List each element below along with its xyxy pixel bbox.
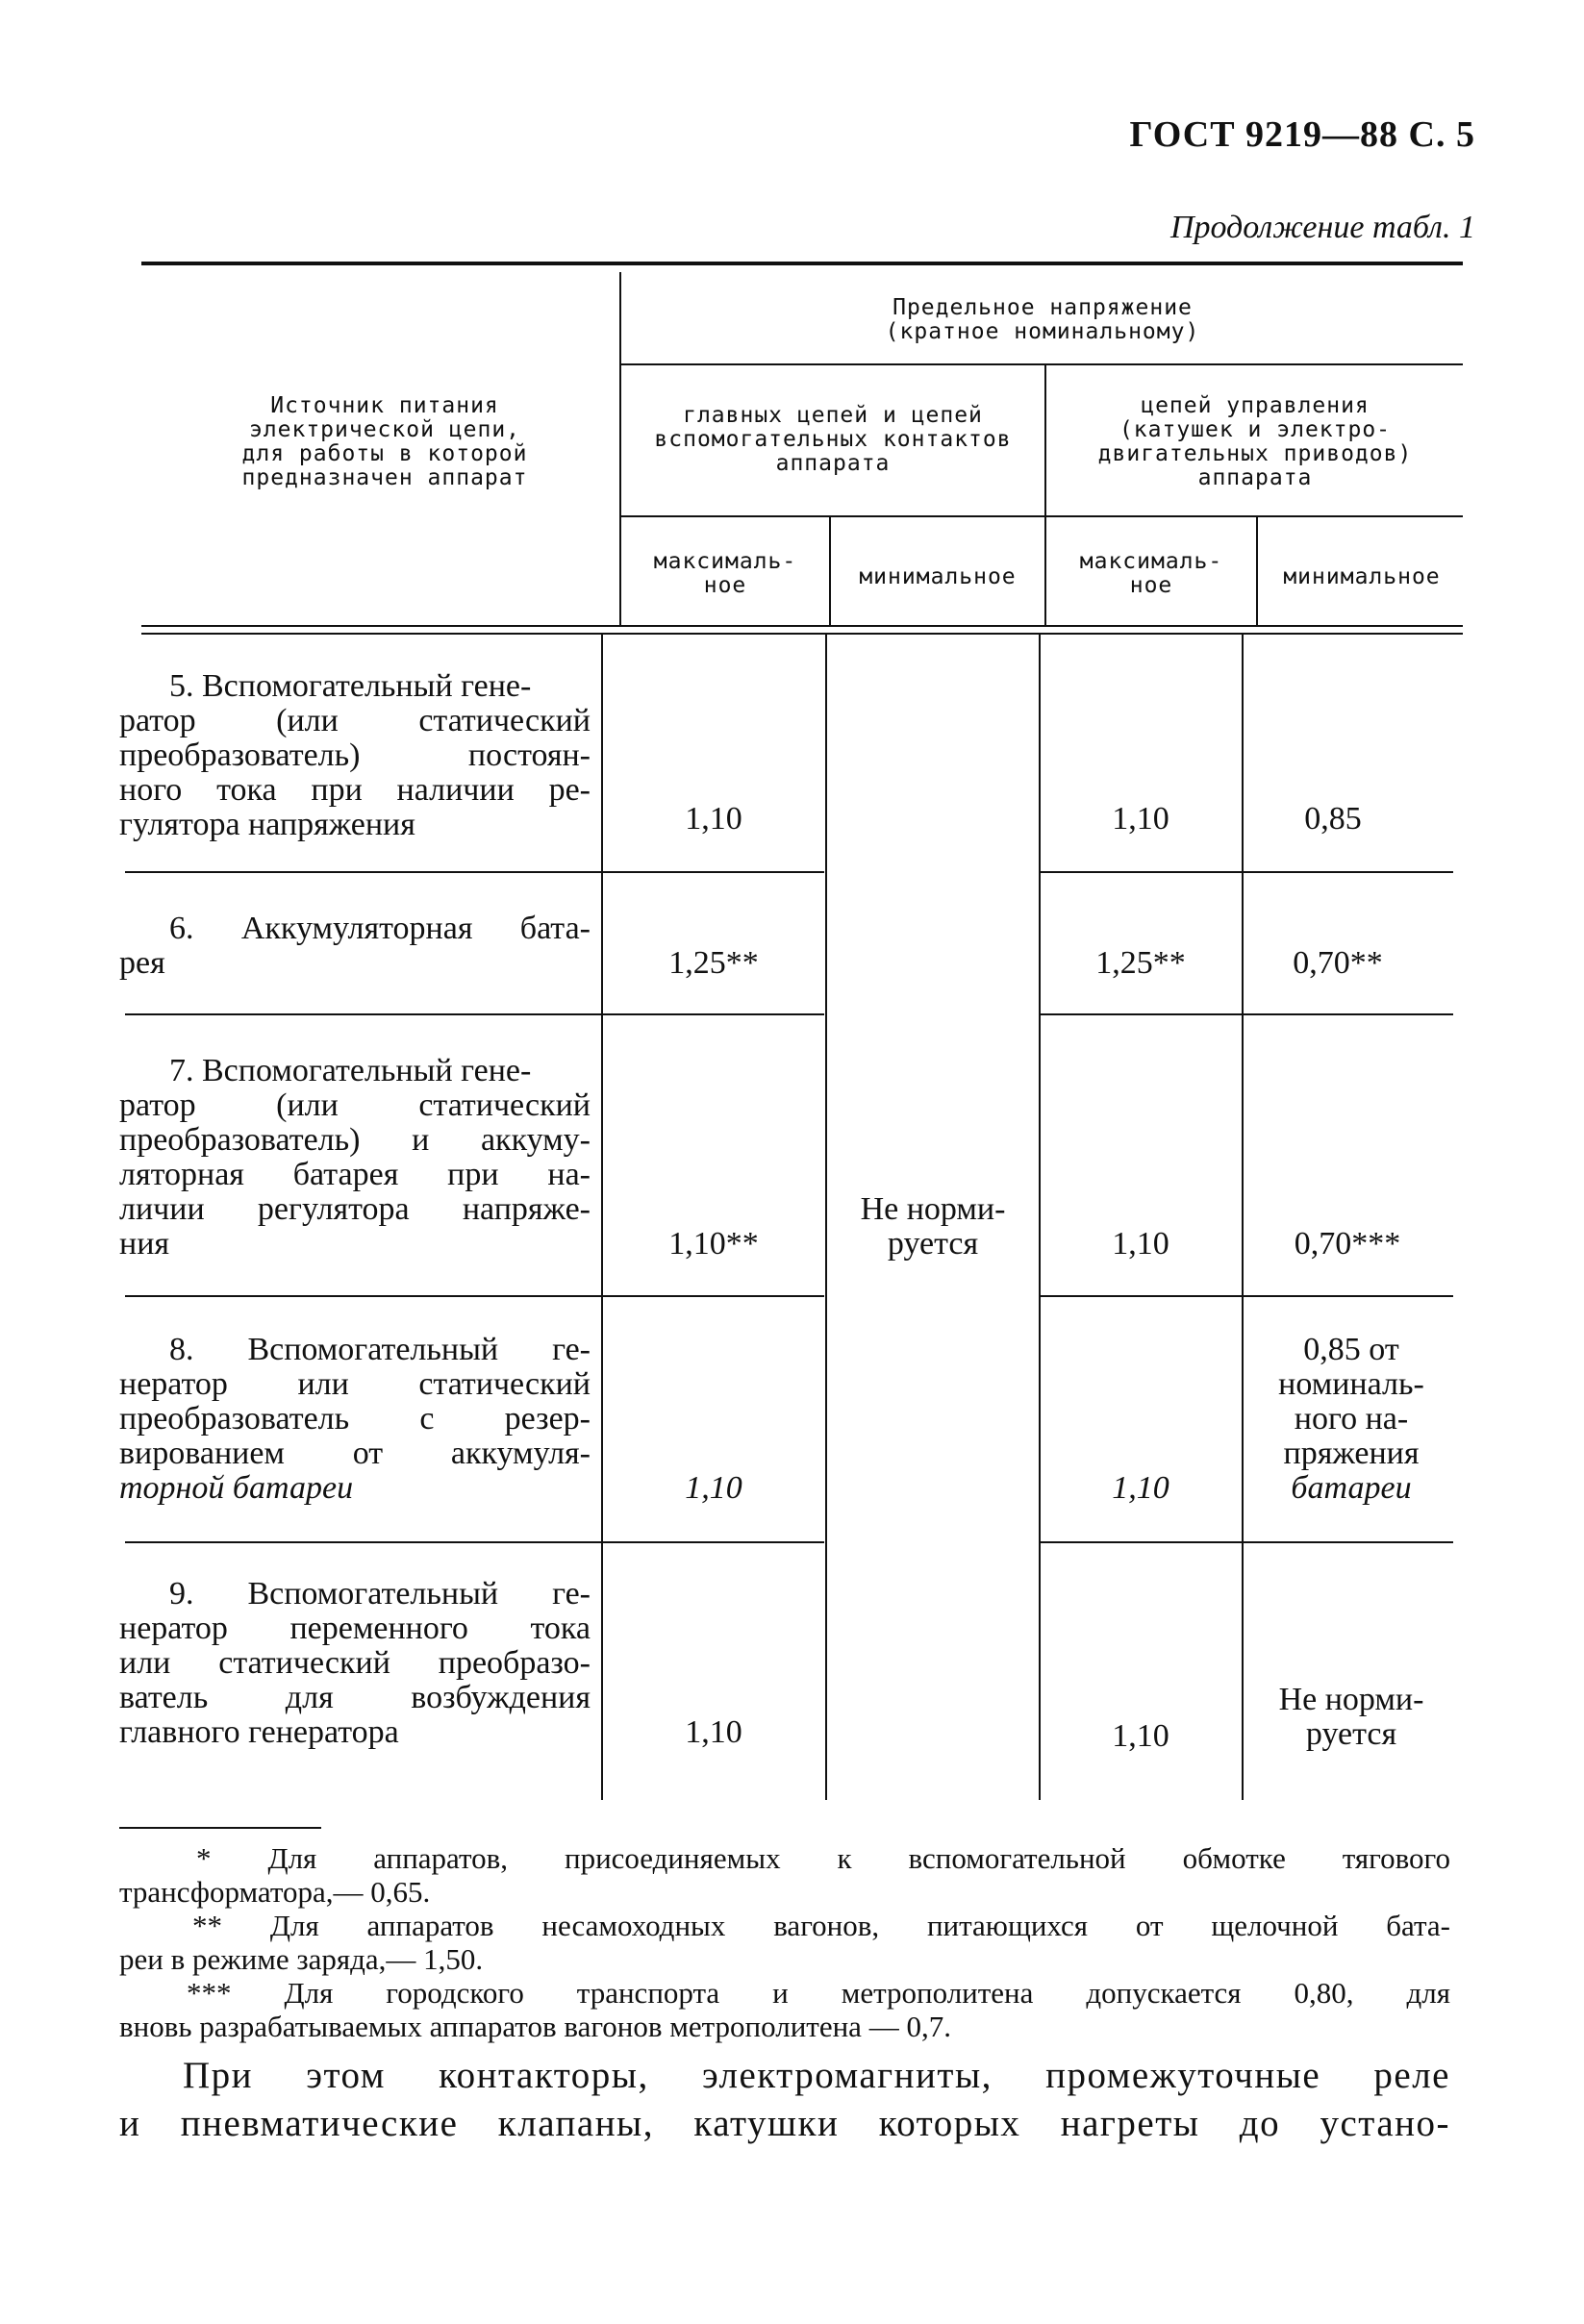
row-8-ctrl-min-line-1: 0,85 от bbox=[1303, 1332, 1399, 1367]
header-rule-subgroups bbox=[621, 515, 1463, 517]
row-9-line-5: главного генератора bbox=[119, 1714, 399, 1750]
header-voltage-group: Предельное напряжение (кратное номинальному) bbox=[885, 295, 1200, 344]
row-8-line-2: нератор или статический bbox=[119, 1366, 591, 1402]
row-5-line-4: ного тока при наличии ре- bbox=[119, 772, 591, 808]
header-main-min: минимальное bbox=[859, 564, 1017, 589]
footnote-1-line-2: трансформатора,— 0,65. bbox=[119, 1875, 431, 1909]
row-5-main-max: 1,10 bbox=[685, 801, 742, 837]
row-9-line-1: 9. Вспомогательный ге- bbox=[169, 1576, 591, 1612]
vline-source bbox=[619, 272, 621, 626]
merged-main-min-cell bbox=[827, 1192, 1039, 1262]
row-8-line-5: торной батареи bbox=[119, 1470, 354, 1506]
header-control-circuits: цепей управления (катушек и электро- двигательных приводов) аппарата bbox=[1097, 393, 1413, 490]
vline-main-min bbox=[829, 517, 831, 626]
vline-body-1 bbox=[601, 635, 603, 1800]
row-8-ctrl-max: 1,10 bbox=[1112, 1470, 1169, 1506]
footnote-3-line-2: вновь разрабатываемых аппаратов вагонов метрополитена — 0,7. bbox=[119, 2010, 951, 2043]
body-paragraph bbox=[119, 2052, 1450, 2148]
footnote-1 bbox=[119, 1841, 1450, 1909]
row-9-ctrl-max: 1,10 bbox=[1112, 1718, 1169, 1754]
footnote-2-line-1: ** Для аппаратов несамоходных вагонов, питающихся от щелочной бата- bbox=[192, 1909, 1450, 1942]
row-8-source bbox=[119, 1333, 591, 1506]
row-9-main-max: 1,10 bbox=[685, 1714, 742, 1750]
row-separator-1b bbox=[1040, 871, 1453, 873]
vline-group-split bbox=[1044, 365, 1046, 626]
row-7-line-5: личии регулятора напряже- bbox=[119, 1191, 591, 1227]
row-7-line-1: 7. Вспомогательный гене- bbox=[169, 1053, 532, 1088]
header-main-max: максималь- ное bbox=[653, 549, 797, 598]
vline-ctrl-min bbox=[1256, 517, 1258, 626]
footnote-1-line-1: * Для аппаратов, присоединяемых к вспомогательной обмотке тягового bbox=[196, 1841, 1450, 1875]
row-8-main-max: 1,10 bbox=[685, 1470, 742, 1506]
row-9-source bbox=[119, 1577, 591, 1750]
row-separator-4b bbox=[1040, 1541, 1453, 1543]
row-6-main-max: 1,25** bbox=[668, 945, 759, 981]
row-8-ctrl-min-line-4: пряжения bbox=[1283, 1436, 1420, 1471]
body-line-2: и пневматические клапаны, катушки которых нагреты до устано- bbox=[119, 2103, 1450, 2144]
row-7-ctrl-max: 1,10 bbox=[1112, 1226, 1169, 1262]
row-7-line-4: ляторная батарея при на- bbox=[119, 1157, 591, 1192]
row-separator-1 bbox=[125, 871, 824, 873]
row-7-source bbox=[119, 1054, 591, 1262]
footnote-2-line-2: реи в режиме заряда,— 1,50. bbox=[119, 1942, 484, 1976]
row-separator-2 bbox=[125, 1013, 824, 1015]
row-8-ctrl-min-line-3: ного на- bbox=[1294, 1401, 1409, 1437]
row-5-ctrl-max: 1,10 bbox=[1112, 801, 1169, 837]
merged-main-min-line-2: руется bbox=[887, 1226, 979, 1262]
row-8-ctrl-min bbox=[1248, 1333, 1454, 1506]
footnote-2 bbox=[119, 1909, 1450, 1976]
row-6-source bbox=[119, 912, 591, 981]
header-source-column: Источник питания электрической цепи, для работы в которой предназначен аппарат bbox=[241, 393, 528, 490]
row-7-ctrl-min: 0,70*** bbox=[1294, 1226, 1401, 1262]
row-9-ctrl-min-line-2: руется bbox=[1305, 1716, 1397, 1752]
row-9-line-3: или статический преобразо- bbox=[119, 1645, 591, 1681]
header-ctrl-min: минимальное bbox=[1283, 564, 1441, 589]
header-ctrl-max: максималь- ное bbox=[1079, 549, 1223, 598]
row-separator-2b bbox=[1040, 1013, 1453, 1015]
row-9-line-2: нератор переменного тока bbox=[119, 1611, 591, 1646]
row-5-line-2: ратор (или статический bbox=[119, 703, 591, 738]
row-6-line-1: 6. Аккумуляторная бата- bbox=[169, 911, 591, 946]
footnotes bbox=[119, 1841, 1450, 2043]
row-9-ctrl-min-line-1: Не норми- bbox=[1278, 1682, 1424, 1717]
footnote-3-line-1: *** Для городского транспорта и метрополитена допускается 0,80, для bbox=[187, 1976, 1450, 2010]
row-8-line-4: вированием от аккумуля- bbox=[119, 1436, 591, 1471]
row-5-ctrl-min: 0,85 bbox=[1304, 801, 1362, 837]
page-header: ГОСТ 9219—88 С. 5 bbox=[1129, 114, 1475, 155]
row-7-line-2: ратор (или статический bbox=[119, 1087, 591, 1123]
table-continuation-label: Продолжение табл. 1 bbox=[1169, 210, 1475, 245]
table-top-rule bbox=[141, 262, 1463, 265]
row-5-line-5: гулятора напряжения bbox=[119, 807, 415, 842]
vline-body-4 bbox=[1242, 635, 1244, 1800]
row-7-main-max: 1,10** bbox=[668, 1226, 759, 1262]
row-6-ctrl-max: 1,25** bbox=[1095, 945, 1186, 981]
row-8-line-1: 8. Вспомогательный ге- bbox=[169, 1332, 591, 1367]
row-8-ctrl-min-line-5: батареи bbox=[1291, 1470, 1412, 1506]
header-bottom-rule-2 bbox=[141, 633, 1463, 635]
header-rule-voltage bbox=[621, 363, 1463, 365]
header-bottom-rule bbox=[141, 625, 1463, 627]
row-7-line-3: преобразователь) и аккуму- bbox=[119, 1122, 591, 1158]
row-8-ctrl-min-line-2: номиналь- bbox=[1278, 1366, 1424, 1402]
body-line-1: При этом контакторы, электромагниты, промежуточные реле bbox=[183, 2055, 1450, 2096]
row-separator-3 bbox=[125, 1295, 824, 1297]
footnote-separator bbox=[119, 1827, 321, 1829]
row-7-line-6: ния bbox=[119, 1226, 170, 1262]
row-6-line-2: рея bbox=[119, 945, 165, 981]
row-5-source bbox=[119, 669, 591, 842]
row-9-ctrl-min bbox=[1248, 1683, 1454, 1752]
merged-main-min-line-1: Не норми- bbox=[860, 1191, 1006, 1227]
row-separator-3b bbox=[1040, 1295, 1453, 1297]
row-separator-4 bbox=[125, 1541, 824, 1543]
row-9-line-4: ватель для возбуждения bbox=[119, 1680, 591, 1715]
row-8-line-3: преобразователь с резер- bbox=[119, 1401, 591, 1437]
row-5-line-1: 5. Вспомогательный гене- bbox=[169, 668, 532, 704]
header-main-circuits: главных цепей и цепей вспомогательных контактов аппарата bbox=[654, 403, 1012, 476]
row-5-line-3: преобразователь) постоян- bbox=[119, 737, 591, 773]
row-6-ctrl-min: 0,70** bbox=[1293, 945, 1383, 981]
footnote-3 bbox=[119, 1976, 1450, 2043]
